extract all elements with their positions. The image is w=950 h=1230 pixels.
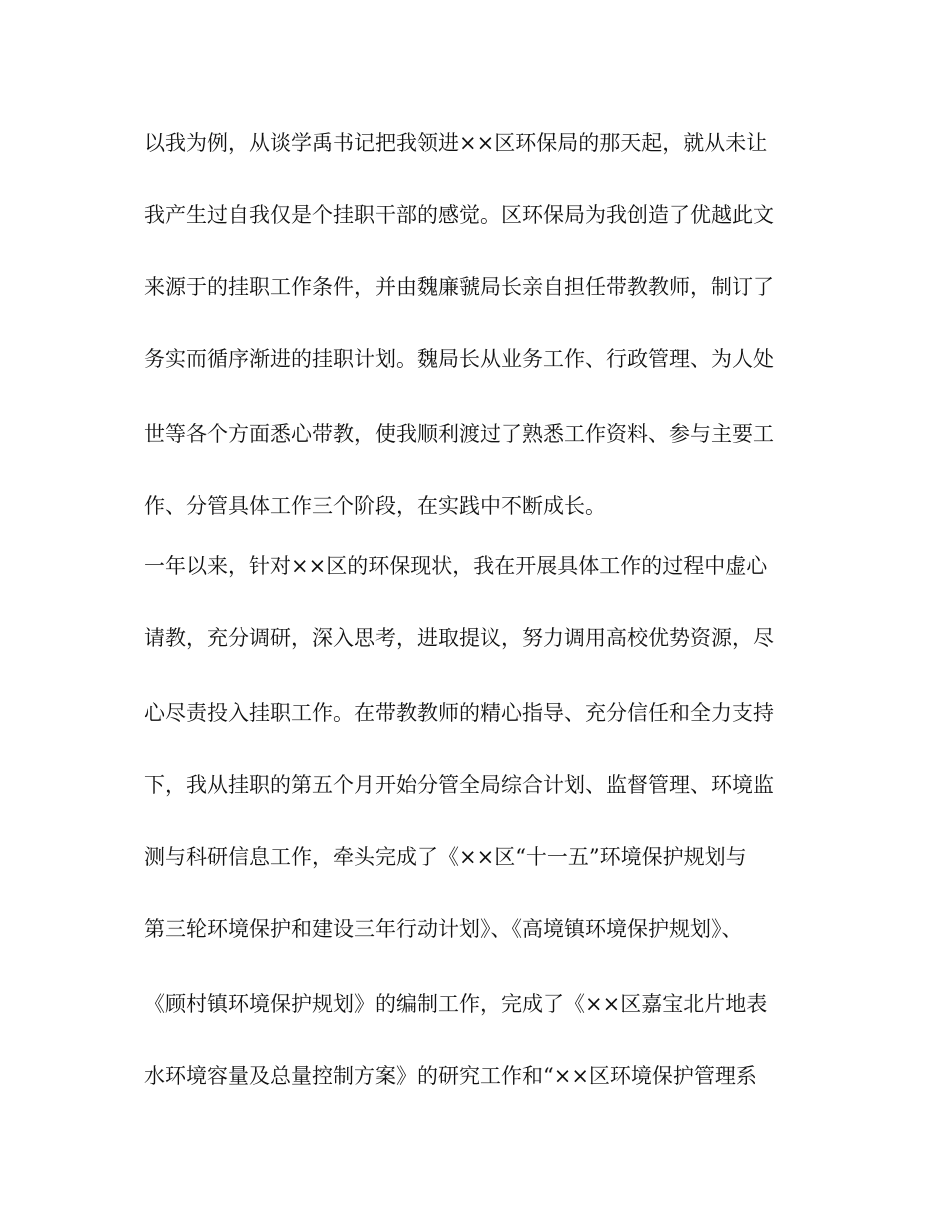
- text-line: 务实而循序渐进的挂职计划。魏局长从业务工作、行政管理、为人处: [144, 347, 774, 371]
- text-line: 作、分管具体工作三个阶段，在实践中不断成长。: [144, 494, 606, 518]
- text-line: 水环境容量及总量控制方案》的研究工作和“××区环境保护管理系: [144, 1064, 757, 1088]
- text-line: 测与科研信息工作，牵头完成了《××区“十一五”环境保护规划与: [144, 845, 747, 869]
- text-line: 《顾村镇环境保护规划》的编制工作，完成了《××区嘉宝北片地表: [144, 992, 768, 1016]
- text-line: 世等各个方面悉心带教，使我顺利渡过了熟悉工作资料、参与主要工: [144, 422, 774, 446]
- text-line: 一年以来，针对××区的环保现状，我在开展具体工作的过程中虚心: [144, 554, 768, 578]
- text-line: 我产生过自我仅是个挂职干部的感觉。区环保局为我创造了优越此文: [144, 203, 774, 227]
- text-line: 心尽责投入挂职工作。在带教教师的精心指导、充分信任和全力支持: [144, 701, 774, 725]
- text-line: 请教，充分调研，深入思考，进取提议，努力调用高校优势资源，尽: [144, 626, 774, 650]
- text-line: 第三轮环境保护和建设三年行动计划》、《高境镇环境保护规划》、: [144, 917, 743, 941]
- text-line: 下，我从挂职的第五个月开始分管全局综合计划、监督管理、环境监: [144, 773, 774, 797]
- text-line: 以我为例，从谈学禹书记把我领进××区环保局的那天起，就从未让: [144, 131, 768, 155]
- text-line: 来源于的挂职工作条件，并由魏廉虢局长亲自担任带教教师，制订了: [144, 275, 774, 299]
